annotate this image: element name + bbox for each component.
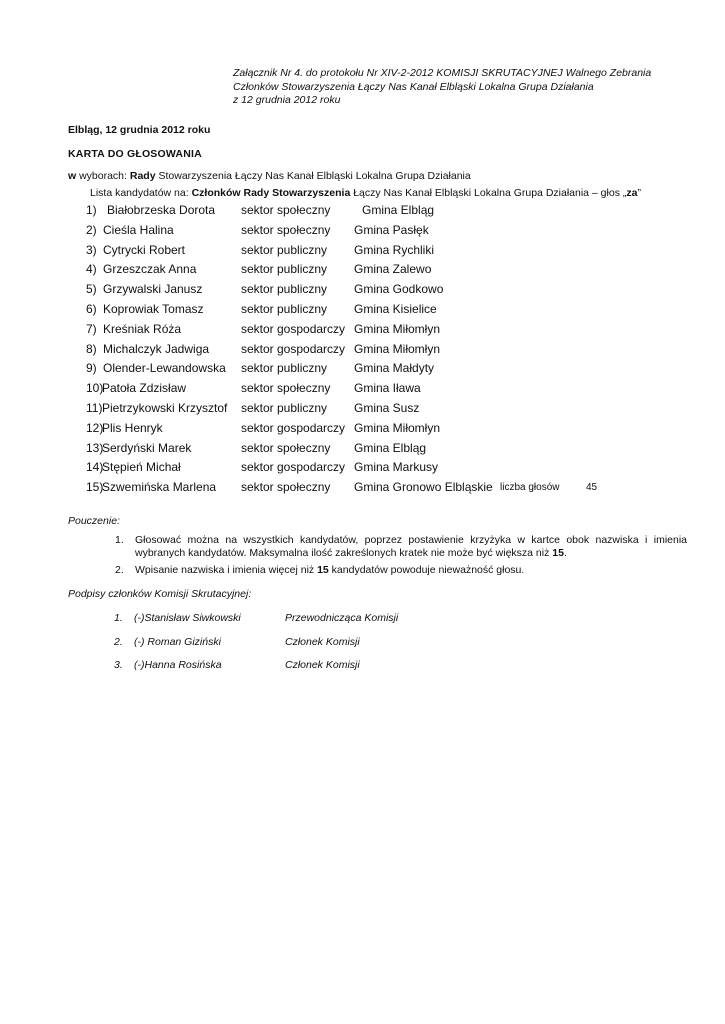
candidate-gmina: Gmina Kisielice (354, 301, 437, 316)
candidate-name: Stępień Michał (102, 460, 181, 475)
instructions-title: Pouczenie: (68, 515, 120, 527)
candidate-sector: sektor publiczny (241, 262, 328, 277)
candidate-name: Cieśla Halina (103, 222, 174, 237)
signer-role: Członek Komisji (285, 636, 360, 648)
signer-number: 3. (114, 659, 123, 671)
place-date: Elbląg, 12 grudnia 2012 roku (68, 124, 211, 136)
votes-count-label: liczba głosów (500, 482, 560, 494)
votes-count-value: 45 (586, 482, 598, 494)
candidate-name: Olender-Lewandowska (103, 361, 226, 376)
instruction-number: 1. (115, 534, 124, 546)
candidate-gmina: Gmina Zalewo (354, 262, 432, 277)
list-middle: Łączy Nas Kanał Elbląski Lokalna Grupa Działania – głos „ (350, 187, 627, 199)
instruction-limit: 15 (552, 547, 564, 559)
instruction-text-before: Głosować można na wszystkich kandydatów, poprzez postawienie krzyżyka w kartce obok nazwiska i imienia wybranych kandydatów. Maksymalna ilość zakreślonych kratek nie może być większa niż (135, 534, 687, 559)
candidate-number: 15) (86, 480, 104, 495)
candidate-name: Serdyński Marek (102, 440, 192, 455)
signer-role: Przewodnicząca Komisji (285, 612, 399, 624)
candidate-gmina: Gmina Rychliki (354, 242, 435, 257)
annex-line-2: Członków Stowarzyszenia Łączy Nas Kanał Elbląski Lokalna Grupa Działania (233, 80, 594, 93)
list-body: Członków Rady Stowarzyszenia (191, 187, 351, 199)
election-body: Rady (129, 170, 156, 182)
candidate-sector: sektor publiczny (241, 242, 328, 257)
instruction-text (135, 564, 687, 577)
instruction-text-before: Wpisanie nazwiska i imienia więcej niż (135, 564, 318, 576)
election-prefix: w (68, 170, 77, 182)
candidate-sector: sektor gospodarczy (241, 341, 346, 356)
annex-line-1: Załącznik Nr 4. do protokołu Nr XIV-2-2012 KOMISJI SKRUTACYJNEJ Walnego Zebrania (233, 67, 652, 79)
election-text-1: wyborach: (76, 170, 130, 182)
signer-number: 2. (114, 636, 123, 648)
signer-number: 1. (114, 612, 123, 624)
candidate-gmina: Gmina Elbląg (354, 440, 427, 455)
candidate-gmina: Gmina Godkowo (354, 282, 444, 297)
signer-name: (-)Stanisław Siwkowski (134, 612, 241, 624)
candidate-name: Pietrzykowski Krzysztof (102, 400, 228, 415)
instruction-text-after: . (563, 547, 567, 559)
candidate-number: 12) (86, 420, 104, 435)
candidate-number: 9) (86, 361, 97, 376)
candidate-sector: sektor gospodarczy (241, 420, 346, 435)
signer-role: Członek Komisji (285, 659, 360, 671)
candidate-gmina: Gmina Małdyty (354, 361, 435, 376)
instruction-text (135, 534, 687, 560)
candidate-gmina: Gmina Miłomłyn (354, 321, 441, 336)
list-vote-type: za (626, 187, 638, 199)
list-prefix: Lista kandydatów na: (90, 187, 192, 199)
candidate-name: Szwemińska Marlena (102, 480, 217, 495)
candidate-number: 7) (86, 321, 97, 336)
candidate-gmina: Gmina Markusy (354, 460, 439, 475)
document-title: KARTA DO GŁOSOWANIA (68, 148, 202, 160)
candidate-gmina: Gmina Miłomłyn (354, 420, 441, 435)
candidate-number: 13) (86, 440, 104, 455)
instruction-limit: 15 (317, 564, 329, 576)
candidate-name: Grzywalski Janusz (103, 282, 203, 297)
candidate-sector: sektor publiczny (241, 301, 328, 316)
candidate-name: Białobrzeska Dorota (107, 203, 216, 217)
candidate-number: 14) (86, 460, 104, 475)
signatures-title: Podpisy członków Komisji Skrutacyjnej: (68, 588, 252, 600)
candidate-name: Koprowiak Tomasz (103, 301, 204, 316)
annex-header (233, 67, 673, 108)
candidate-gmina: Gmina Iława (354, 381, 421, 396)
candidate-number: 4) (86, 262, 97, 277)
candidate-sector: sektor publiczny (241, 282, 328, 297)
election-text-2: Stowarzyszenia Łączy Nas Kanał Elbląski Lokalna Grupa Działania (155, 170, 471, 182)
instruction-number: 2. (115, 564, 124, 576)
candidate-sector: sektor gospodarczy (241, 321, 346, 336)
annex-line-3: z 12 grudnia 2012 roku (233, 94, 341, 106)
candidate-number: 6) (86, 301, 97, 316)
candidate-gmina: Gmina Pasłęk (354, 222, 429, 237)
candidate-sector: sektor społeczny (241, 480, 331, 495)
candidate-sector: sektor publiczny (241, 400, 328, 415)
candidate-sector: sektor społeczny (241, 222, 331, 237)
candidate-name: Plis Henryk (102, 420, 163, 435)
candidate-sector: sektor społeczny (241, 381, 331, 396)
candidate-gmina: Gmina Susz (354, 400, 420, 415)
candidate-number: 5) (86, 282, 97, 297)
candidate-gmina: Gmina Miłomłyn (354, 341, 441, 356)
candidate-name: Grzeszczak Anna (103, 262, 197, 277)
candidate-sector: sektor społeczny (241, 440, 331, 455)
signer-name: (-) Roman Giziński (134, 636, 221, 648)
candidate-number: 8) (86, 341, 97, 356)
candidate-number: 10) (86, 381, 104, 396)
candidate-name: Cytrycki Robert (103, 242, 186, 257)
candidate-list-line (90, 187, 641, 199)
candidate-name: Michalczyk Jadwiga (103, 341, 210, 356)
election-line (68, 170, 471, 182)
candidate-sector: sektor publiczny (241, 361, 328, 376)
candidate-number: 11) (86, 400, 103, 415)
candidate-name: Kreśniak Róża (103, 321, 182, 336)
candidate-number: 3) (86, 242, 97, 257)
candidate-sector: sektor gospodarczy (241, 460, 346, 475)
candidate-gmina: Gmina Gronowo Elbląskie (354, 480, 493, 495)
candidate-number: 1) (86, 203, 97, 217)
instruction-text-after: kandydatów powoduje nieważność głosu. (328, 564, 525, 576)
candidate-name: Patoła Zdzisław (102, 381, 187, 396)
list-suffix: ” (637, 187, 641, 199)
candidate-number: 2) (86, 222, 97, 237)
candidate-gmina: Gmina Elbląg (362, 203, 435, 217)
signer-name: (-)Hanna Rosińska (134, 659, 222, 671)
candidate-sector: sektor społeczny (241, 203, 331, 217)
